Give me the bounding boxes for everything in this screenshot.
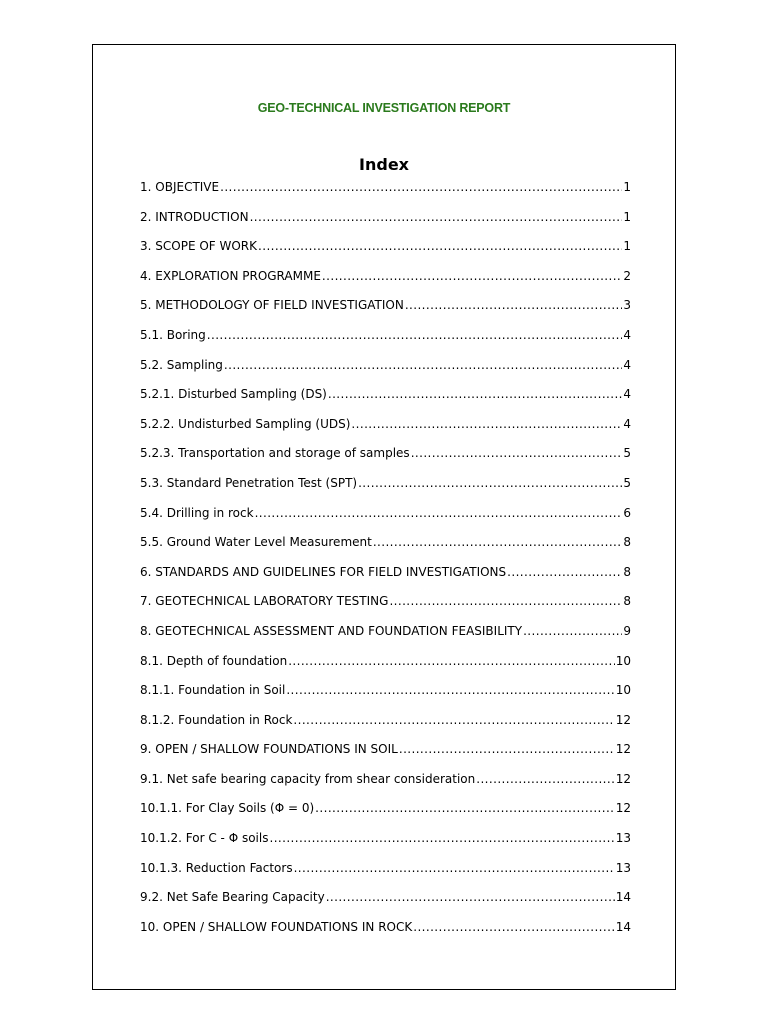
toc-entry-title: 5.5. Ground Water Level Measurement	[140, 535, 372, 550]
toc-entry[interactable]	[140, 475, 631, 505]
toc-dot-leader	[224, 357, 622, 373]
document-page	[92, 44, 676, 990]
toc-dot-leader	[328, 386, 622, 402]
toc-entry-title: 9. OPEN / SHALLOW FOUNDATIONS IN SOIL	[140, 742, 398, 757]
table-of-contents	[140, 179, 631, 948]
toc-entry[interactable]	[140, 564, 631, 594]
toc-dot-leader	[411, 445, 623, 461]
toc-entry-title: 5.2. Sampling	[140, 357, 223, 372]
toc-entry-page: 5	[623, 475, 631, 490]
toc-entry[interactable]	[140, 682, 631, 712]
toc-dot-leader	[207, 327, 623, 343]
toc-dot-leader	[315, 800, 615, 816]
toc-entry-page: 1	[623, 180, 631, 194]
report-title: GEO-TECHNICAL INVESTIGATION REPORT	[257, 101, 511, 115]
toc-dot-leader	[399, 741, 615, 757]
toc-dot-leader	[389, 593, 622, 609]
toc-dot-leader	[220, 179, 622, 195]
toc-entry-page: 13	[615, 860, 631, 875]
toc-entry[interactable]	[140, 505, 631, 535]
toc-entry-page: 4	[623, 327, 631, 342]
toc-entry[interactable]	[140, 179, 631, 209]
toc-dot-leader	[293, 712, 614, 728]
toc-entry-page: 4	[623, 387, 631, 402]
toc-entry-page: 10	[615, 653, 631, 668]
toc-entry-page: 14	[615, 919, 631, 934]
toc-entry-title: 5.2.1. Disturbed Sampling (DS)	[140, 387, 327, 402]
toc-dot-leader	[326, 889, 615, 905]
toc-entry-page: 4	[623, 357, 631, 372]
toc-entry[interactable]	[140, 593, 631, 623]
toc-entry[interactable]	[140, 209, 631, 239]
toc-entry-title: 5.1. Boring	[140, 327, 206, 342]
toc-entry-page: 13	[615, 831, 631, 846]
toc-dot-leader	[288, 653, 615, 669]
toc-entry-page: 3	[623, 298, 631, 313]
toc-entry[interactable]	[140, 860, 631, 890]
toc-dot-leader	[476, 771, 614, 787]
toc-entry-title: 5.2.3. Transportation and storage of samples	[140, 446, 410, 461]
index-heading: Index	[359, 155, 409, 174]
toc-dot-leader	[405, 297, 623, 313]
toc-entry-title: 3. SCOPE OF WORK	[140, 239, 258, 254]
toc-entry-title: 10. OPEN / SHALLOW FOUNDATIONS IN ROCK	[140, 919, 413, 934]
toc-entry[interactable]	[140, 327, 631, 357]
toc-entry[interactable]	[140, 741, 631, 771]
toc-entry-title: 5.2.2. Undisturbed Sampling (UDS)	[140, 416, 351, 431]
toc-entry-title: 10.1.2. For C - Φ soils	[140, 831, 269, 846]
toc-dot-leader	[258, 238, 622, 254]
toc-dot-leader	[322, 268, 622, 284]
toc-entry[interactable]	[140, 534, 631, 564]
toc-entry-page: 8	[623, 594, 631, 609]
toc-entry[interactable]	[140, 623, 631, 653]
toc-entry-page: 12	[615, 742, 631, 757]
toc-dot-leader	[269, 830, 614, 846]
toc-dot-leader	[250, 209, 623, 225]
toc-entry[interactable]	[140, 712, 631, 742]
toc-entry-page: 4	[623, 416, 631, 431]
toc-entry[interactable]	[140, 445, 631, 475]
toc-dot-leader	[286, 682, 614, 698]
toc-entry-title: 4. EXPLORATION PROGRAMME	[140, 268, 321, 283]
toc-entry-page: 8	[623, 564, 631, 579]
toc-entry-page: 6	[623, 505, 631, 520]
toc-entry-title: 7. GEOTECHNICAL LABORATORY TESTING	[140, 594, 389, 609]
toc-dot-leader	[294, 860, 615, 876]
toc-entry[interactable]	[140, 919, 631, 949]
toc-entry[interactable]	[140, 297, 631, 327]
toc-entry[interactable]	[140, 771, 631, 801]
toc-entry-page: 12	[615, 801, 631, 816]
toc-entry-page: 2	[623, 268, 631, 283]
toc-entry-title: 8.1.2. Foundation in Rock	[140, 712, 293, 727]
toc-dot-leader	[358, 475, 622, 491]
toc-entry-page: 10	[615, 683, 631, 698]
toc-entry-title: 5.3. Standard Penetration Test (SPT)	[140, 475, 358, 490]
toc-entry-title: 9.1. Net safe bearing capacity from shear consideration	[140, 771, 476, 786]
toc-dot-leader	[523, 623, 622, 639]
toc-entry-page: 9	[623, 623, 631, 638]
toc-entry[interactable]	[140, 653, 631, 683]
toc-entry-page: 14	[615, 890, 631, 905]
toc-entry-title: 8.1.1. Foundation in Soil	[140, 683, 286, 698]
toc-dot-leader	[255, 505, 623, 521]
toc-entry-title: 9.2. Net Safe Bearing Capacity	[140, 890, 325, 905]
toc-entry[interactable]	[140, 800, 631, 830]
toc-entry-title: 6. STANDARDS AND GUIDELINES FOR FIELD INVESTIGATIONS	[140, 564, 507, 579]
toc-entry-title: 10.1.1. For Clay Soils (Φ = 0)	[140, 801, 315, 816]
toc-entry-page: 12	[615, 712, 631, 727]
toc-entry-title: 8.1. Depth of foundation	[140, 653, 288, 668]
toc-entry-title: 10.1.3. Reduction Factors	[140, 860, 293, 875]
toc-dot-leader	[373, 534, 623, 550]
toc-entry-title: 1. OBJECTIVE	[140, 180, 220, 194]
toc-entry[interactable]	[140, 238, 631, 268]
toc-entry[interactable]	[140, 268, 631, 298]
toc-entry-title: 5.4. Drilling in rock	[140, 505, 254, 520]
toc-entry[interactable]	[140, 830, 631, 860]
toc-entry[interactable]	[140, 357, 631, 387]
toc-dot-leader	[413, 919, 614, 935]
toc-entry-page: 5	[623, 446, 631, 461]
toc-entry-title: 8. GEOTECHNICAL ASSESSMENT AND FOUNDATION FEASIBILITY	[140, 623, 523, 638]
toc-entry-page: 12	[615, 771, 631, 786]
toc-entry-page: 8	[623, 535, 631, 550]
toc-entry-page: 1	[623, 239, 631, 254]
toc-entry-title: 5. METHODOLOGY OF FIELD INVESTIGATION	[140, 298, 404, 313]
toc-dot-leader	[351, 416, 622, 432]
toc-entry[interactable]	[140, 416, 631, 446]
toc-entry[interactable]	[140, 386, 631, 416]
toc-entry-title: 2. INTRODUCTION	[140, 209, 249, 224]
toc-entry-page: 1	[623, 209, 631, 224]
toc-dot-leader	[507, 564, 622, 580]
toc-entry[interactable]	[140, 889, 631, 919]
